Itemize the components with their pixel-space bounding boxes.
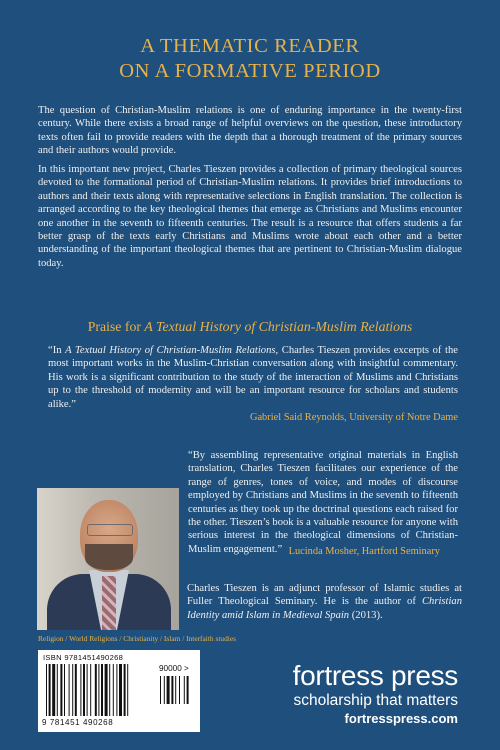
price-code: 90000 > <box>159 664 189 673</box>
barcode-stripe <box>75 664 77 716</box>
price-barcode-stripe <box>164 676 165 704</box>
barcode-stripe <box>113 664 114 716</box>
barcode-stripe <box>98 664 99 716</box>
price-barcode-stripe <box>175 676 176 704</box>
blurb-paragraph-1: The question of Christian-Muslim relations is one of enduring importance in the twenty-first century. While there exists a broad range of helpful overviews on the question, these introductory texts often fail to provide readers with the depth that a thorough treatment of the primary sources and their authors would provide. <box>38 105 462 157</box>
barcode-stripe <box>127 664 128 716</box>
publisher-name: fortress press <box>292 660 458 691</box>
barcode-stripe <box>72 664 73 716</box>
barcode-stripe <box>60 664 62 716</box>
publisher-tagline: scholarship that matters <box>293 692 458 709</box>
cover-heading <box>0 34 500 84</box>
ean-barcode <box>46 664 154 718</box>
quote2-photo-spacer <box>38 485 180 589</box>
price-barcode-stripe <box>167 676 170 704</box>
barcode-stripe <box>116 664 117 716</box>
publisher-block <box>293 660 458 727</box>
barcode-stripe <box>95 664 97 716</box>
barcode-stripe <box>83 664 85 716</box>
barcode-stripe <box>87 664 88 716</box>
quote1-open: “In <box>48 345 66 356</box>
subject-categories: Religion / World Religions / Christianity / Islam / Interfaith studies <box>38 634 236 643</box>
price-barcode <box>160 676 194 706</box>
price-barcode-stripe <box>187 676 189 704</box>
barcode-box <box>38 650 200 732</box>
barcode-stripe <box>46 664 47 716</box>
endorsement-attribution-1: Gabriel Said Reynolds, University of Notre Dame <box>249 412 458 423</box>
barcode-stripe <box>105 664 108 716</box>
barcode-stripe <box>90 664 91 716</box>
barcode-stripe <box>49 664 51 716</box>
price-barcode-stripe <box>184 676 185 704</box>
isbn-label: ISBN 9781451490268 <box>43 653 124 662</box>
praise-label: Praise for <box>87 319 141 334</box>
endorsement-quote-2 <box>48 449 458 589</box>
heading-line-1: A THEMATIC READER <box>140 35 360 57</box>
barcode-stripe <box>101 664 103 716</box>
publisher-url: fortresspress.com <box>344 711 458 726</box>
bio-book-title: Christian Identity amid Islam in Medieval Spain <box>187 596 462 621</box>
price-barcode-stripe <box>179 676 180 704</box>
barcode-stripe <box>124 664 126 716</box>
quote2-body: “By assembling representative original materials in English translation, Charles Tieszen facilitates our experience of the range of genres, tones of voice, and modes of discourse employed by Christians and Muslims in the seventh to fifteenth centuries as they took up the doctrinal questions each raised for the other. Tieszen’s book is a valuable resource for anyone with serious interest in the theological dimensions of Christian-Muslim engagement.” <box>188 450 458 555</box>
quote1-body: , Charles Tieszen provides excerpts of the most important works in the Muslim-Christian conversation along with insightful commentary. His work is a significant contribution to the study of the interaction of Muslims and Christians up to the threshold of modernity and will be an important resource for scholars and students alike.” <box>48 345 458 410</box>
barcode-stripe <box>109 664 110 716</box>
author-bio <box>187 582 462 622</box>
praise-book-title: A Textual History of Christian-Muslim Relations <box>144 319 413 334</box>
quote2-wrap <box>48 449 458 556</box>
barcode-stripe <box>119 664 122 716</box>
barcode-stripe <box>80 664 81 716</box>
blurb-paragraph-2: In this important new project, Charles Tieszen provides a collection of primary theological sources devoted to the formational period of Christian-Muslim relations. It provides brief introductions to authors and their texts along with representative selections in English translation. The collection is arranged according to the key theological themes that emerge as Christians and Muslims encounter one another in the seventh to fifteenth centuries. The result is a resource that offers students a far better grasp of the texts early Christians and Muslims wrote about each other and a better understanding of the important theological themes that are pertinent to Christian-Muslim dialogue today. <box>38 164 462 269</box>
heading-line-2: ON A FORMATIVE PERIOD <box>119 60 381 82</box>
price-barcode-stripe <box>171 676 173 704</box>
quote1-title: A Textual History of Christian-Muslim Relations <box>65 345 276 356</box>
endorsement-quote-1 <box>48 344 458 411</box>
endorsement-attribution-2: Lucinda Mosher, Hartford Seminary <box>288 546 440 557</box>
barcode-stripe <box>64 664 65 716</box>
price-barcode-stripe <box>160 676 161 704</box>
barcode-stripe <box>69 664 70 716</box>
praise-heading <box>0 319 500 335</box>
barcode-stripe <box>52 664 55 716</box>
bio-year: (2013). <box>349 609 383 621</box>
ean-digits: 9 781451 490268 <box>42 718 114 727</box>
bio-text: Charles Tieszen is an adjunct professor of Islamic studies at Fuller Theological Seminary. He is the author of <box>187 583 462 608</box>
barcode-stripe <box>57 664 58 716</box>
